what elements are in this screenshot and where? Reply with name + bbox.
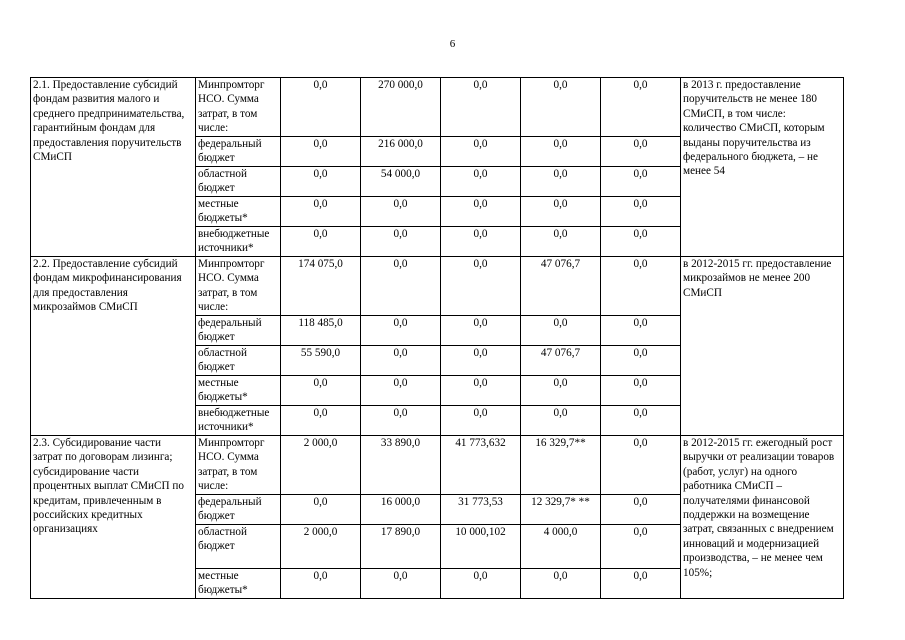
value-cell: 0,0	[281, 495, 361, 525]
value-cell: 10 000,102	[441, 525, 521, 569]
value-cell: 0,0	[521, 376, 601, 406]
value-cell: 0,0	[521, 406, 601, 436]
measure-cell: 2.1. Предоставление субсидий фондам развития малого и среднего предпринимательства, гарантийным фондам для предоставления поручительств СМиСП	[31, 78, 196, 257]
table-row	[31, 257, 844, 316]
target-indicator-cell: в 2013 г. предоставление поручительств не менее 180 СМиСП, в том числе: количество СМиСП, которым выданы поручительства из федерального бюджета, – не менее 54	[681, 78, 844, 257]
value-cell: 0,0	[601, 525, 681, 569]
value-cell: 118 485,0	[281, 316, 361, 346]
value-cell: 2 000,0	[281, 436, 361, 495]
value-cell: 0,0	[521, 569, 601, 599]
value-cell: 0,0	[281, 197, 361, 227]
value-cell: 0,0	[521, 137, 601, 167]
value-cell: 0,0	[281, 376, 361, 406]
funding-source-cell: местные бюджеты*	[196, 376, 281, 406]
budget-table	[30, 77, 844, 599]
value-cell: 4 000,0	[521, 525, 601, 569]
value-cell: 0,0	[361, 197, 441, 227]
value-cell: 0,0	[441, 569, 521, 599]
value-cell: 0,0	[601, 167, 681, 197]
value-cell: 0,0	[601, 78, 681, 137]
value-cell: 0,0	[601, 406, 681, 436]
value-cell: 0,0	[441, 406, 521, 436]
value-cell: 0,0	[601, 316, 681, 346]
table-row	[31, 78, 844, 137]
value-cell: 0,0	[441, 346, 521, 376]
value-cell: 16 329,7**	[521, 436, 601, 495]
value-cell: 0,0	[441, 137, 521, 167]
value-cell: 16 000,0	[361, 495, 441, 525]
funding-source-cell: местные бюджеты*	[196, 197, 281, 227]
value-cell: 0,0	[521, 167, 601, 197]
value-cell: 0,0	[361, 569, 441, 599]
measure-cell: 2.2. Предоставление субсидий фондам микрофинансирования для предоставления микрозаймов СМиСП	[31, 257, 196, 436]
value-cell: 0,0	[441, 376, 521, 406]
value-cell: 0,0	[281, 137, 361, 167]
value-cell: 0,0	[281, 167, 361, 197]
value-cell: 33 890,0	[361, 436, 441, 495]
value-cell: 0,0	[601, 436, 681, 495]
value-cell: 0,0	[441, 197, 521, 227]
funding-source-cell: федеральный бюджет	[196, 137, 281, 167]
value-cell: 31 773,53	[441, 495, 521, 525]
value-cell: 12 329,7* **	[521, 495, 601, 525]
value-cell: 0,0	[441, 167, 521, 197]
funding-source-cell: федеральный бюджет	[196, 316, 281, 346]
value-cell: 0,0	[281, 227, 361, 257]
target-indicator-cell: в 2012-2015 гг. предоставление микрозаймов не менее 200 СМиСП	[681, 257, 844, 436]
funding-source-cell: внебюджетные источники*	[196, 227, 281, 257]
value-cell: 55 590,0	[281, 346, 361, 376]
value-cell: 0,0	[441, 257, 521, 316]
value-cell: 41 773,632	[441, 436, 521, 495]
value-cell: 0,0	[281, 569, 361, 599]
value-cell: 216 000,0	[361, 137, 441, 167]
value-cell: 0,0	[441, 227, 521, 257]
value-cell: 0,0	[601, 257, 681, 316]
value-cell: 0,0	[601, 197, 681, 227]
value-cell: 0,0	[361, 376, 441, 406]
value-cell: 0,0	[521, 227, 601, 257]
value-cell: 174 075,0	[281, 257, 361, 316]
value-cell: 0,0	[361, 257, 441, 316]
value-cell: 0,0	[281, 406, 361, 436]
funding-source-cell: Минпромторг НСО. Сумма затрат, в том числе:	[196, 257, 281, 316]
funding-source-cell: внебюджетные источники*	[196, 406, 281, 436]
funding-source-cell: Минпромторг НСО. Сумма затрат, в том числе:	[196, 436, 281, 495]
value-cell: 0,0	[441, 316, 521, 346]
value-cell: 0,0	[521, 316, 601, 346]
table-row	[31, 436, 844, 495]
value-cell: 0,0	[601, 227, 681, 257]
value-cell: 47 076,7	[521, 257, 601, 316]
value-cell: 0,0	[601, 495, 681, 525]
value-cell: 0,0	[361, 346, 441, 376]
value-cell: 47 076,7	[521, 346, 601, 376]
page-number: 6	[449, 38, 456, 50]
funding-source-cell: областной бюджет	[196, 167, 281, 197]
funding-source-cell: Минпромторг НСО. Сумма затрат, в том числе:	[196, 78, 281, 137]
value-cell: 270 000,0	[361, 78, 441, 137]
target-indicator-cell: в 2012-2015 гг. ежегодный рост выручки от реализации товаров (работ, услуг) на одного работника СМиСП – получателями финансовой поддержки на возмещение затрат, связанных с внедрением инноваций и модернизацией производства, – не менее чем 105%;	[681, 436, 844, 599]
value-cell: 0,0	[521, 197, 601, 227]
value-cell: 0,0	[441, 78, 521, 137]
value-cell: 0,0	[361, 316, 441, 346]
value-cell: 17 890,0	[361, 525, 441, 569]
value-cell: 0,0	[601, 137, 681, 167]
measure-cell: 2.3. Субсидирование части затрат по договорам лизинга; субсидирование части процентных выплат СМиСП по кредитам, привлеченным в российских кредитных организациях	[31, 436, 196, 599]
value-cell: 0,0	[601, 346, 681, 376]
funding-source-cell: областной бюджет	[196, 525, 281, 569]
value-cell: 0,0	[281, 78, 361, 137]
value-cell: 0,0	[601, 376, 681, 406]
value-cell: 54 000,0	[361, 167, 441, 197]
funding-source-cell: областной бюджет	[196, 346, 281, 376]
value-cell: 0,0	[601, 569, 681, 599]
value-cell: 2 000,0	[281, 525, 361, 569]
value-cell: 0,0	[361, 227, 441, 257]
funding-source-cell: федеральный бюджет	[196, 495, 281, 525]
funding-source-cell: местные бюджеты*	[196, 569, 281, 599]
value-cell: 0,0	[361, 406, 441, 436]
value-cell: 0,0	[521, 78, 601, 137]
